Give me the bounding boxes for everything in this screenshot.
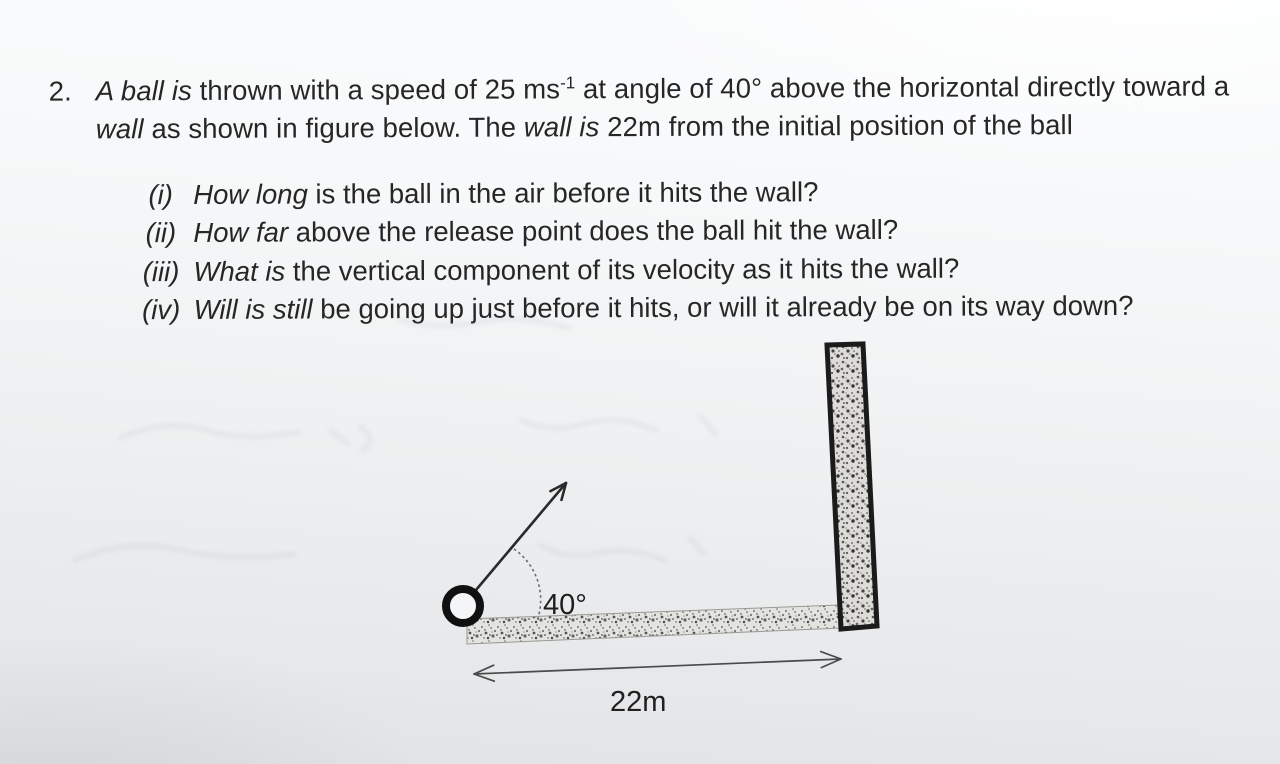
angle-arc xyxy=(514,549,541,621)
question-iii-text: the vertical component of its velocity as it hits the wall? xyxy=(285,252,960,287)
statement-line2-mid-italic: wall is xyxy=(523,111,600,143)
ball xyxy=(446,589,480,623)
question-ii-lead: How far xyxy=(193,216,289,248)
ground-strip xyxy=(467,605,842,644)
question-ii-marker: (ii) xyxy=(145,217,177,249)
question-iii-lead: What is xyxy=(193,255,286,287)
question-iv-text: be going up just before it hits, or will it already be on its way down? xyxy=(312,289,1134,325)
question-i-text: is the ball in the air before it hits the wall? xyxy=(307,176,819,210)
statement-line1-tail: at angle of 40° above the horizontal directly toward a xyxy=(575,70,1230,105)
question-i-lead: How long xyxy=(193,178,308,210)
question-iv-marker: (iv) xyxy=(142,294,181,326)
ghost-writing xyxy=(75,319,716,561)
question-iv-lead: Will is still xyxy=(193,293,313,325)
question-iii-marker: (iii) xyxy=(142,256,180,288)
statement-line1-mid: thrown with a speed of 25 ms xyxy=(191,73,561,106)
velocity-arrow xyxy=(476,483,566,590)
distance-arrow xyxy=(474,652,841,682)
question-ii-text: above the release point does the ball hit the wall? xyxy=(288,213,899,248)
statement-line1-lead: A ball is xyxy=(95,74,192,107)
statement-line2-tail: 22m from the initial position of the ball xyxy=(599,109,1073,143)
statement-superscript: -1 xyxy=(560,73,576,93)
wall xyxy=(827,344,877,629)
question-i-marker: (i) xyxy=(148,179,173,211)
distance-label: 22m xyxy=(610,686,667,718)
statement-line2-lead: wall xyxy=(95,113,144,145)
statement-line2-mid: as shown in figure below. The xyxy=(143,111,524,145)
angle-label: 40° xyxy=(543,589,587,621)
problem-number: 2. xyxy=(48,75,72,107)
